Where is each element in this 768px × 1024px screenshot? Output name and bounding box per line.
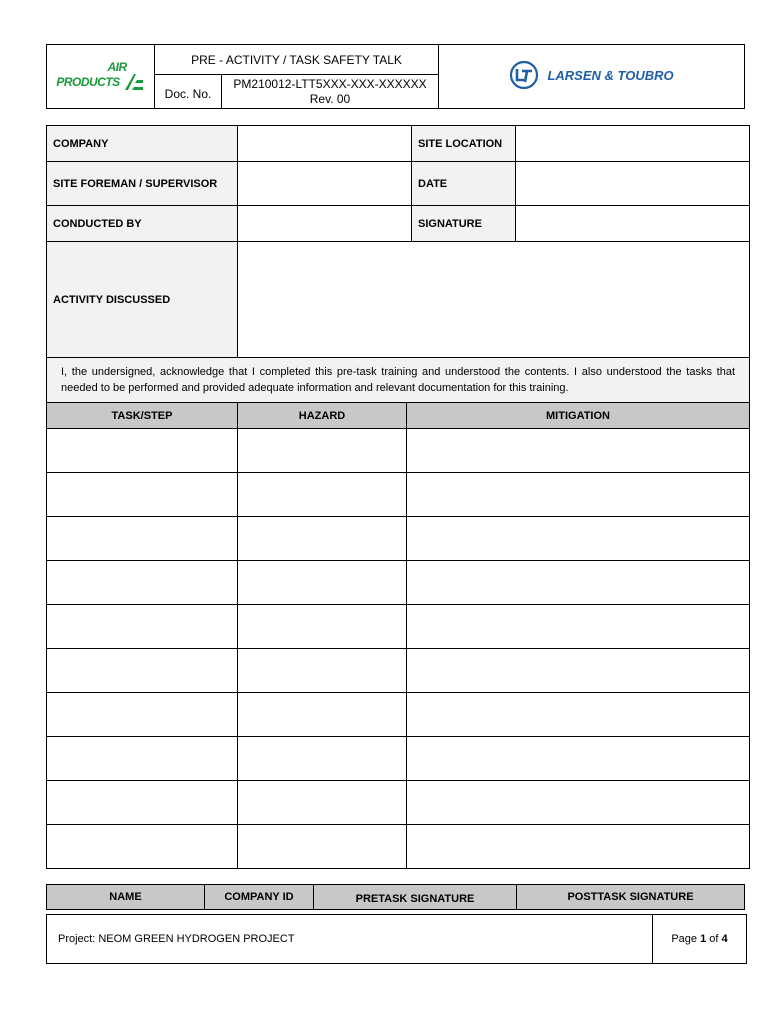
- hazard-header: HAZARD: [238, 403, 407, 429]
- mitigation-cell[interactable]: [407, 825, 750, 869]
- table-row: [47, 825, 750, 869]
- activity-discussed-label: ACTIVITY DISCUSSED: [47, 242, 238, 358]
- table-row: [47, 737, 750, 781]
- mitigation-cell[interactable]: [407, 429, 750, 473]
- task-cell[interactable]: [47, 473, 238, 517]
- mitigation-cell[interactable]: [407, 561, 750, 605]
- conducted-by-field[interactable]: [238, 206, 412, 242]
- document-title: PRE - ACTIVITY / TASK SAFETY TALK: [155, 45, 439, 75]
- task-cell[interactable]: [47, 781, 238, 825]
- hazard-cell[interactable]: [238, 825, 407, 869]
- task-cell[interactable]: [47, 737, 238, 781]
- company-field[interactable]: [238, 126, 412, 162]
- task-cell[interactable]: [47, 649, 238, 693]
- mitigation-cell[interactable]: [407, 517, 750, 561]
- task-cell[interactable]: [47, 429, 238, 473]
- task-step-header: TASK/STEP: [47, 403, 238, 429]
- hazard-cell[interactable]: [238, 693, 407, 737]
- foreman-label: SITE FOREMAN / SUPERVISOR: [47, 162, 238, 206]
- larsen-toubro-logo: LARSEN & TOUBRO: [439, 45, 745, 109]
- activity-info-table: [46, 125, 750, 403]
- hazard-cell[interactable]: [238, 429, 407, 473]
- mitigation-cell[interactable]: [407, 693, 750, 737]
- activity-discussed-field[interactable]: [238, 242, 750, 358]
- signature-table: [46, 884, 745, 910]
- company-id-header: COMPANY ID: [205, 885, 314, 910]
- task-cell[interactable]: [47, 517, 238, 561]
- mitigation-header: MITIGATION: [407, 403, 750, 429]
- hazard-cell[interactable]: [238, 649, 407, 693]
- site-location-field[interactable]: [516, 126, 750, 162]
- table-row: [47, 693, 750, 737]
- hazard-cell[interactable]: [238, 737, 407, 781]
- task-cell[interactable]: [47, 561, 238, 605]
- hazard-cell[interactable]: [238, 781, 407, 825]
- posttask-signature-header: POSTTASK SIGNATURE: [517, 885, 745, 910]
- table-row: [47, 781, 750, 825]
- hazard-cell[interactable]: [238, 517, 407, 561]
- signature-field[interactable]: [516, 206, 750, 242]
- table-row: [47, 649, 750, 693]
- table-row: [47, 429, 750, 473]
- page-footer: [46, 914, 747, 964]
- mitigation-cell[interactable]: [407, 649, 750, 693]
- task-cell[interactable]: [47, 605, 238, 649]
- table-row: [47, 473, 750, 517]
- task-cell[interactable]: [47, 693, 238, 737]
- name-header: NAME: [47, 885, 205, 910]
- hazard-cell[interactable]: [238, 473, 407, 517]
- company-label: COMPANY: [47, 126, 238, 162]
- table-row: [47, 561, 750, 605]
- conducted-by-label: CONDUCTED BY: [47, 206, 238, 242]
- task-hazard-table: [46, 402, 750, 869]
- doc-no-value: PM210012-LTT5XXX-XXX-XXXXXX Rev. 00: [222, 75, 439, 109]
- doc-no-label: Doc. No.: [155, 75, 222, 109]
- lt-emblem-icon: [509, 60, 539, 90]
- page-number: Page 1 of 4: [653, 915, 747, 964]
- site-location-label: SITE LOCATION: [412, 126, 516, 162]
- mitigation-cell[interactable]: [407, 737, 750, 781]
- hazard-cell[interactable]: [238, 605, 407, 649]
- date-label: DATE: [412, 162, 516, 206]
- document-header: [46, 44, 745, 109]
- project-name: Project: NEOM GREEN HYDROGEN PROJECT: [47, 915, 653, 964]
- table-row: [47, 517, 750, 561]
- mitigation-cell[interactable]: [407, 605, 750, 649]
- pretask-signature-header: PRETASK SIGNATURE: [314, 885, 517, 910]
- mitigation-cell[interactable]: [407, 473, 750, 517]
- task-cell[interactable]: [47, 825, 238, 869]
- mitigation-cell[interactable]: [407, 781, 750, 825]
- date-field[interactable]: [516, 162, 750, 206]
- foreman-field[interactable]: [238, 162, 412, 206]
- hazard-cell[interactable]: [238, 561, 407, 605]
- acknowledgement-text: I, the undersigned, acknowledge that I completed this pre-task training and understood the contents. I also understood the tasks that needed to be performed and provided adequate information and relevant documentation for this training.: [47, 358, 750, 403]
- signature-label: SIGNATURE: [412, 206, 516, 242]
- air-products-logo: AIR PRODUCTS: [47, 45, 155, 109]
- air-products-emblem-icon: [123, 73, 145, 91]
- table-row: [47, 605, 750, 649]
